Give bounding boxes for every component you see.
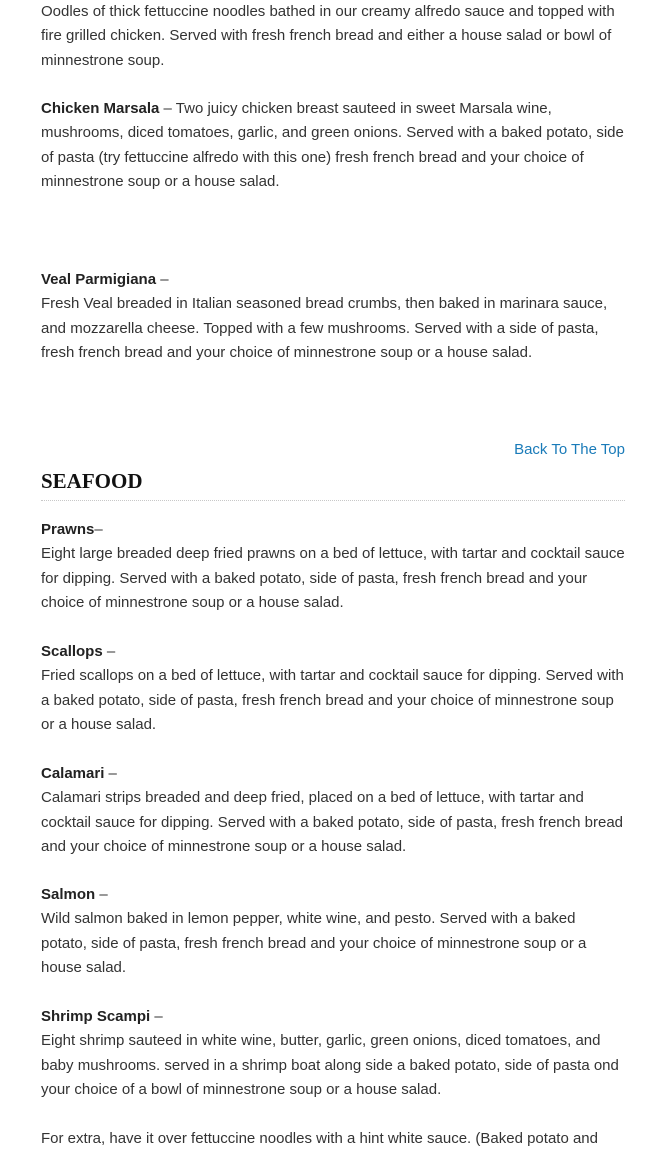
section-divider: [41, 500, 625, 501]
item-name: Prawns: [41, 521, 95, 538]
menu-item-shrimp-scampi: [41, 1005, 625, 1103]
item-dash: –: [95, 886, 108, 903]
extra-note: [41, 1127, 625, 1151]
item-dash: –: [159, 100, 176, 117]
item-description: Eight large breaded deep fried prawns on a bed of lettuce, with tartar and cocktail sauce for dipping. Served with a baked potato, side of pasta, fresh french bread and your choice of minnestrone soup or a house salad.: [41, 545, 625, 612]
item-name: Shrimp Scampi: [41, 1008, 151, 1025]
item-dash: –: [102, 643, 116, 660]
item-description: Fried scallops on a bed of lettuce, with tartar and cocktail sauce for dipping. Served with a baked potato, side of pasta, fresh french bread and your choice of minnestrone soup or a house salad.: [41, 667, 624, 734]
menu-item-veal-parmigiana: [41, 268, 625, 366]
item-description: Fresh Veal breaded in Italian seasoned bread crumbs, then baked in marinara sauce, and mozzarella cheese. Topped with a few mushrooms. Served with a side of pasta, fresh french bread and your choice of minnestrone soup or a house salad.: [41, 295, 608, 362]
menu-item-prawns: [41, 518, 625, 616]
back-to-top-link[interactable]: Back To The Top: [514, 441, 625, 458]
item-dash: –: [150, 1008, 163, 1025]
menu-item-chicken-marsala: [41, 97, 625, 195]
fettuccine-desc-text: Oodles of thick fettuccine noodles bathed in our creamy alfredo sauce and topped with fire grilled chicken. Served with fresh french bread and either a house salad or bowl of minnestrone soup.: [41, 3, 615, 69]
menu-item-salmon: [41, 883, 625, 981]
item-description: Two juicy chicken breast sauteed in sweet Marsala wine, mushrooms, diced tomatoes, garlic, and green onions. Served with a baked potato, side of pasta (try fettuccine alfredo with this one) fresh french bread and your choice of minnestrone soup or a house salad.: [41, 100, 624, 191]
item-dash: –: [104, 765, 117, 782]
item-name: Scallops: [41, 643, 103, 660]
item-description: Wild salmon baked in lemon pepper, white wine, and pesto. Served with a baked potato, side of pasta, fresh french bread and your choice of minnestrone soup or a house salad.: [41, 910, 587, 977]
menu-item-scallops: [41, 640, 625, 738]
item-description: Eight shrimp sauteed in white wine, butter, garlic, green onions, diced tomatoes, and baby mushrooms. served in a shrimp boat along side a baked potato, side of pasta ond your choice of a bowl of minnestrone soup or a house salad.: [41, 1032, 619, 1099]
fettuccine-description: [41, 0, 625, 73]
item-name: Calamari: [41, 765, 105, 782]
extra-note-text: For extra, have it over fettuccine noodles with a hint white sauce. (Baked potato and: [41, 1130, 598, 1147]
section-heading-seafood: SEAFOOD: [41, 469, 143, 493]
item-name: Veal Parmigiana: [41, 271, 157, 288]
item-name: Salmon: [41, 886, 96, 903]
item-description: Calamari strips breaded and deep fried, placed on a bed of lettuce, with tartar and cocktail sauce for dipping. Served with a baked potato, side of pasta, fresh french bread and your choice of minnestrone soup or a house salad.: [41, 789, 624, 856]
item-name: Chicken Marsala: [41, 100, 160, 117]
menu-item-calamari: [41, 762, 625, 860]
item-dash: –: [156, 271, 169, 288]
item-dash: –: [94, 521, 103, 538]
